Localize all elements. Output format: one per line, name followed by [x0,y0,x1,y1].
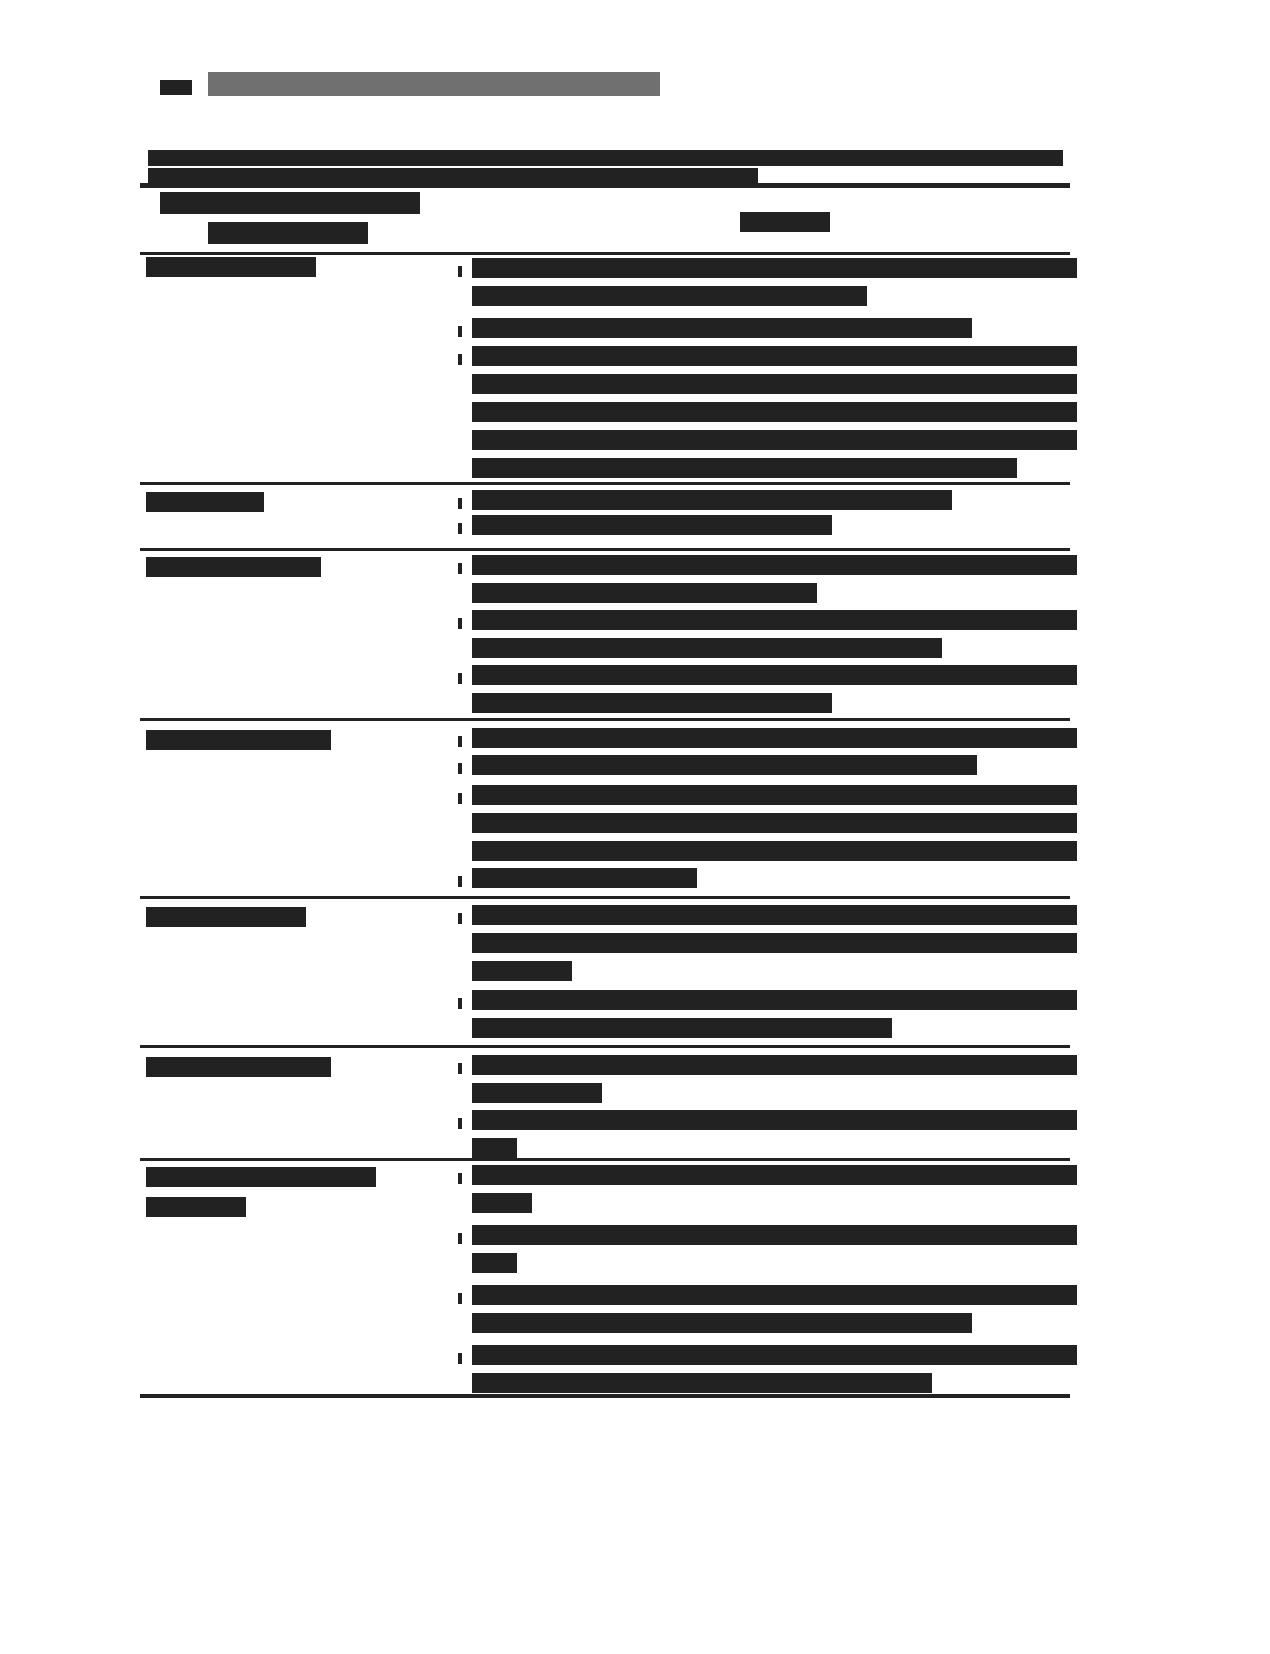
item-text-line [472,318,972,338]
item-text-line [472,286,867,306]
header-col1-line [208,222,368,244]
bullet-icon [458,618,462,629]
bullet-icon [458,913,462,924]
item-text-line [472,1083,602,1103]
row-label-line [146,1057,331,1077]
item-text-line [472,693,832,713]
item-text-line [472,1285,1077,1305]
item-text-line [472,1165,1077,1185]
item-text-line [472,1193,532,1213]
item-text-line [472,785,1077,805]
item-text-line [472,1138,517,1158]
bullet-icon [458,876,462,887]
item-text-line [472,1018,892,1038]
table-rule [140,548,1070,551]
item-text-line [472,961,572,981]
bullet-icon [458,998,462,1009]
item-text-line [472,1253,517,1273]
bullet-icon [458,1293,462,1304]
table-rule [140,718,1070,721]
item-text-line [472,1055,1077,1075]
running-head [208,72,660,96]
bullet-icon [458,763,462,774]
item-text-line [472,610,1077,630]
bullet-icon [458,563,462,574]
bullet-icon [458,1173,462,1184]
bullet-icon [458,498,462,509]
bullet-icon [458,793,462,804]
header-col1-line [160,192,420,214]
table-title-line [148,150,1063,166]
item-text-line [472,1110,1077,1130]
item-text-line [472,374,1077,394]
item-text-line [472,638,942,658]
item-text-line [472,813,1077,833]
item-text-line [472,841,1077,861]
bullet-icon [458,1233,462,1244]
item-text-line [472,1225,1077,1245]
table-title-line [148,168,758,184]
item-text-line [472,1373,932,1393]
item-text-line [472,515,832,535]
bullet-icon [458,266,462,277]
item-text-line [472,583,817,603]
item-text-line [472,430,1077,450]
item-text-line [472,665,1077,685]
bullet-icon [458,1118,462,1129]
item-text-line [472,402,1077,422]
row-label-line [146,907,306,927]
item-text-line [472,728,1077,748]
item-text-line [472,755,977,775]
item-text-line [472,1345,1077,1365]
item-text-line [472,868,697,888]
item-text-line [472,905,1077,925]
table-rule [140,1158,1070,1161]
item-text-line [472,458,1017,478]
row-label-line [146,257,316,277]
bullet-icon [458,523,462,534]
item-text-line [472,258,1077,278]
bullet-icon [458,354,462,365]
bullet-icon [458,1353,462,1364]
table-rule [140,252,1070,255]
row-label-line [146,492,264,512]
table-rule [140,482,1070,485]
item-text-line [472,490,952,510]
page-number [160,80,192,95]
item-text-line [472,346,1077,366]
table-rule [140,183,1070,188]
row-label-line [146,730,331,750]
item-text-line [472,990,1077,1010]
bullet-icon [458,1063,462,1074]
table-rule [140,896,1070,899]
table-rule [140,1394,1070,1398]
item-text-line [472,933,1077,953]
table-rule [140,1045,1070,1048]
row-label-line [146,1167,376,1187]
bullet-icon [458,736,462,747]
item-text-line [472,1313,972,1333]
row-label-line [146,557,321,577]
bullet-icon [458,673,462,684]
item-text-line [472,555,1077,575]
row-label-line [146,1197,246,1217]
bullet-icon [458,326,462,337]
header-col2-line [740,212,830,232]
